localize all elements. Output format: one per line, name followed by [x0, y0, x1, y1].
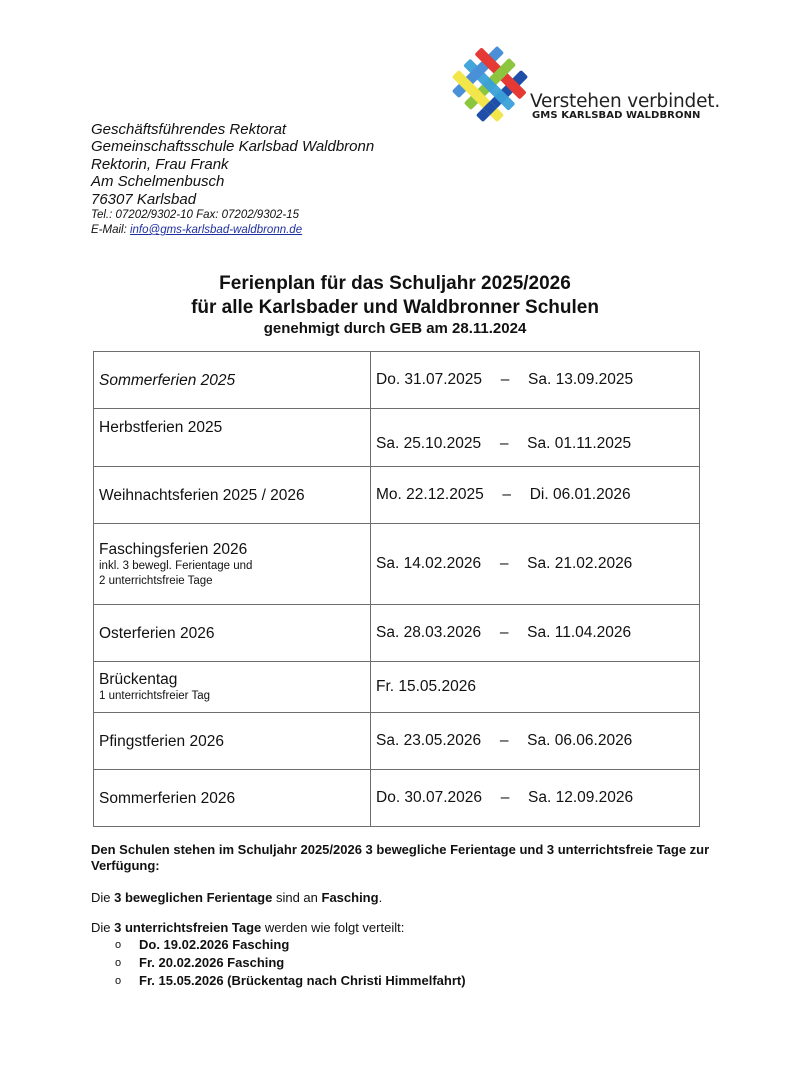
holiday-dates-cell: Sa. 14.02.2026 – Sa. 21.02.2026 [371, 524, 700, 605]
circle-bullet-icon: o [115, 975, 122, 987]
address-line: Geschäftsführendes Rektorat [91, 121, 287, 138]
holiday-table [93, 351, 700, 827]
holiday-note: inkl. 3 bewegl. Ferientage und [99, 559, 253, 572]
free-days-paragraph: Die 3 unterrichtsfreien Tage werden wie folgt verteilt: [91, 920, 405, 935]
holiday-name-cell: Weihnachtsferien 2025 / 2026 [94, 467, 371, 524]
holiday-name-cell: Pfingstferien 2026 [94, 713, 371, 770]
logo-slogan: Verstehen verbindet. [530, 91, 720, 112]
free-days-list [91, 936, 711, 990]
notes-section [91, 842, 711, 990]
holiday-note: 2 unterrichtsfreie Tage [99, 574, 213, 587]
address-line: Gemeinschaftsschule Karlsbad Waldbronn [91, 138, 375, 156]
email-link[interactable]: info@gms-karlsbad-waldbronn.de [129, 224, 303, 237]
holiday-name-cell: Sommerferien 2026 [94, 770, 371, 827]
movable-days-paragraph: Die 3 beweglichen Ferientage sind an Fasching. [91, 890, 383, 905]
table-row [94, 605, 700, 662]
address-line: Am Schelmenbusch [91, 173, 225, 191]
address-line: Rektorin, Frau Frank [91, 155, 229, 173]
holiday-dates-cell: Do. 30.07.2026 – Sa. 12.09.2026 [371, 770, 700, 827]
holiday-dates-cell: Sa. 25.10.2025 – Sa. 01.11.2025 [371, 409, 700, 467]
table-row [94, 467, 700, 524]
title-line-2: für alle Karlsbader und Waldbronner Schulen [191, 297, 599, 318]
sender-address [91, 121, 374, 238]
table-row [94, 662, 700, 713]
list-item: o Fr. 15.05.2026 (Brückentag nach Christi Himmelfahrt) [115, 973, 466, 988]
list-item: o Fr. 20.02.2026 Fasching [115, 955, 285, 970]
email-line [91, 223, 374, 238]
holiday-dates-cell: Sa. 28.03.2026 – Sa. 11.04.2026 [371, 605, 700, 662]
table-row [94, 713, 700, 770]
title-line-1: Ferienplan für das Schuljahr 2025/2026 [219, 273, 571, 294]
holiday-name-cell: Osterferien 2026 [94, 605, 371, 662]
holiday-name-cell: Sommerferien 2025 [94, 352, 371, 409]
document-title [0, 272, 790, 338]
approval-line: genehmigt durch GEB am 28.11.2024 [263, 320, 527, 337]
holiday-dates-cell: Mo. 22.12.2025 – Di. 06.01.2026 [371, 467, 700, 524]
holiday-name-cell: Herbstferien 2025 [94, 409, 371, 467]
table-row [94, 352, 700, 409]
email-label: E-Mail: [91, 224, 130, 237]
table-row [94, 409, 700, 467]
school-logo [450, 44, 720, 124]
holiday-dates-cell: Do. 31.07.2025 – Sa. 13.09.2025 [371, 352, 700, 409]
notes-intro: Den Schulen stehen im Schuljahr 2025/2026 3 bewegliche Ferientage und 3 unterrichtsfreie Tage zur Verfügung: [91, 842, 710, 873]
table-row [94, 770, 700, 827]
logo-school-name: GMS KARLSBAD WALDBRONN [532, 110, 701, 121]
holiday-name-cell: Faschingsferien 2026 inkl. 3 bewegl. Ferientage und 2 unterrichtsfreie Tage [94, 524, 371, 605]
holiday-dates-cell: Sa. 23.05.2026 – Sa. 06.06.2026 [371, 713, 700, 770]
holiday-note: 1 unterrichtsfreier Tag [99, 690, 211, 702]
woven-knot-logo-icon [450, 44, 530, 124]
circle-bullet-icon: o [115, 957, 122, 969]
address-line: 76307 Karlsbad [91, 190, 197, 208]
holiday-name-cell: Brückentag 1 unterrichtsfreier Tag [94, 662, 371, 713]
table-row [94, 524, 700, 605]
list-item: o Do. 19.02.2026 Fasching [115, 937, 290, 952]
circle-bullet-icon: o [115, 939, 122, 951]
holiday-dates-cell: Fr. 15.05.2026 [371, 662, 700, 713]
phone-fax: Tel.: 07202/9302-10 Fax: 07202/9302-15 [91, 209, 300, 222]
